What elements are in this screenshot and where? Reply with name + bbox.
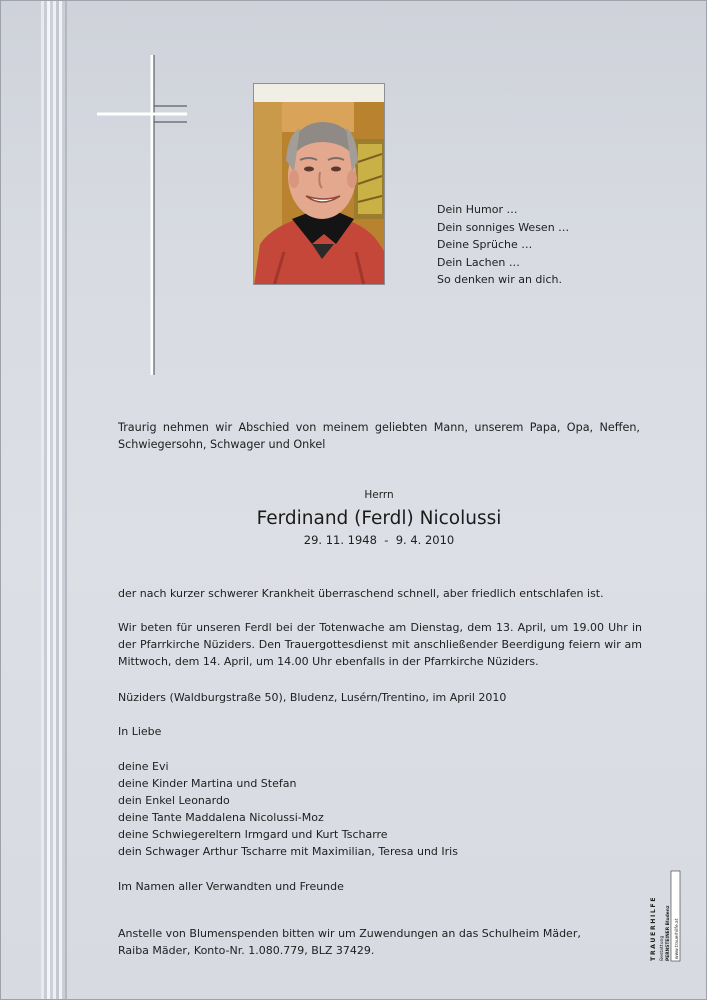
funeral-home-logo <box>647 869 683 965</box>
logo-line2: PERNSTEINER Bludenz <box>666 905 671 961</box>
logo-line3: www.trauerhilfe.at <box>675 918 680 959</box>
life-dates: 29. 11. 1948 - 9. 4. 2010 <box>303 533 455 547</box>
family-line: Im Namen aller Verwandten und Freunde <box>118 880 344 893</box>
logo-line1: Bestattung <box>660 935 665 961</box>
service-details: Wir beten für unseren Ferdl bei der Totenwache am Dienstag, dem 13. April, um 19.00 Uhr in der Pfarrkirche Nüziders. Den Trauergottesdienst mit anschließender Beerdigung feiern wir am Mittwoch, dem 14. April, um 14.00 Uhr ebenfalls in der Pfarrkirche Nüziders. <box>118 621 642 668</box>
list-item: dein Schwager Arthur Tscharre mit Maximilian, Teresa und Iris <box>118 845 458 858</box>
decorative-stripes <box>41 1 67 1000</box>
list-item: deine Kinder Martina und Stefan <box>118 777 297 790</box>
intro-text: Traurig nehmen wir Abschied von meinem geliebten Mann, unserem Papa, Opa, Neffen, Schwiegersohn, Schwager und Onkel <box>118 421 640 451</box>
portrait-photo <box>253 83 385 285</box>
logo-brand: TRAUERHILFE <box>650 895 657 961</box>
list-item: deine Tante Maddalena Nicolussi-Moz <box>118 811 324 824</box>
list-item: dein Enkel Leonardo <box>118 794 230 807</box>
donation-line: Anstelle von Blumenspenden bitten wir um Zuwendungen an das Schulheim Mäder, <box>118 927 581 940</box>
cross-icon <box>93 51 193 381</box>
deceased-name: Ferdinand (Ferdl) Nicolussi <box>256 508 502 529</box>
memorial-quote <box>437 201 569 289</box>
in-love-label: In Liebe <box>118 725 162 738</box>
place-date: Nüziders (Waldburgstraße 50), Bludenz, Lusérn/Trentino, im April 2010 <box>118 691 507 704</box>
donation-line: Raiba Mäder, Konto-Nr. 1.080.779, BLZ 37429. <box>118 944 375 957</box>
list-item: deine Evi <box>118 760 169 773</box>
mourners-list <box>118 758 642 860</box>
quote-line: Dein sonniges Wesen … <box>437 220 570 234</box>
quote-line: So denken wir an dich. <box>437 273 562 286</box>
quote-line: Deine Sprüche … <box>437 238 533 251</box>
death-notice: der nach kurzer schwerer Krankheit überraschend schnell, aber friedlich entschlafen ist. <box>118 587 604 600</box>
quote-line: Dein Lachen … <box>437 255 520 269</box>
quote-line: Dein Humor … <box>437 203 518 216</box>
salutation: Herrn <box>364 489 394 501</box>
donation-note <box>118 925 642 959</box>
list-item: deine Schwiegereltern Irmgard und Kurt Tscharre <box>118 828 388 841</box>
